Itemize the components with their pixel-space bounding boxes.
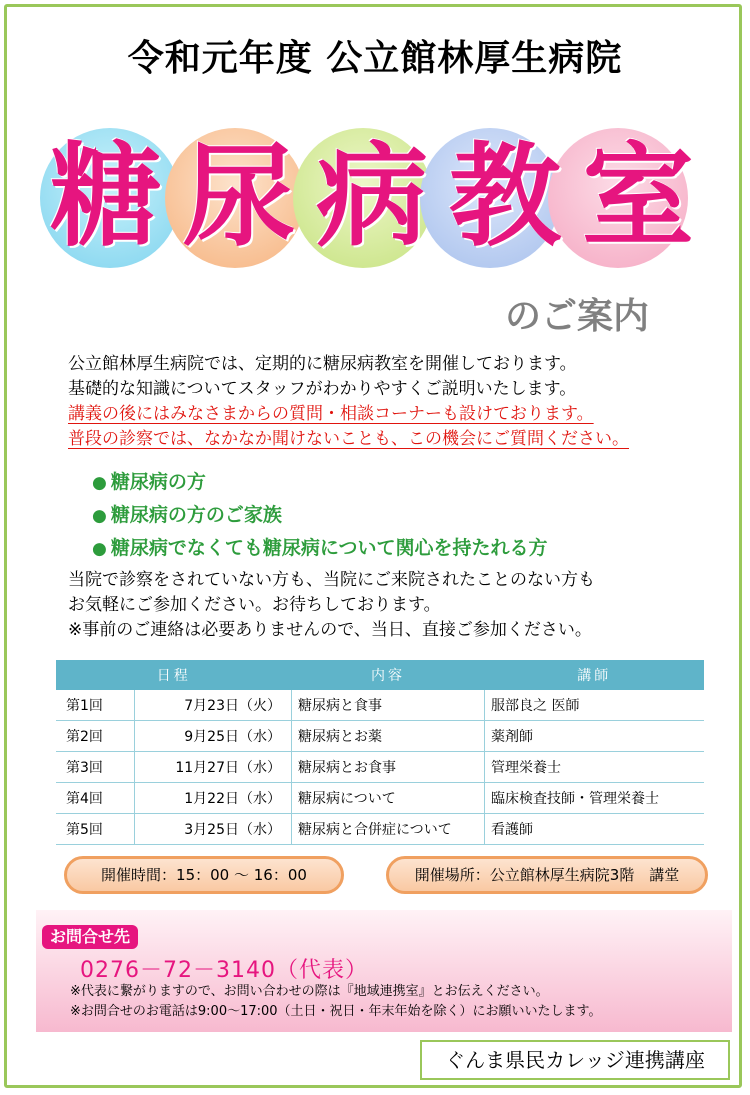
page-header: 令和元年度 公立館林厚生病院 (127, 38, 623, 79)
hero-char: 糖 (50, 132, 162, 262)
bullet-icon: ● (92, 539, 107, 559)
notice-line: 当院で診察をされていない方も、当院にご来院されたことのない方も (68, 570, 595, 590)
contact-tag: お問合せ先 (42, 925, 138, 949)
table-row: 第2回 9月25日（水） 糖尿病とお薬 薬剤師 (56, 721, 704, 752)
hero-char: 病 (316, 132, 428, 262)
bullet-icon: ● (92, 473, 107, 493)
hero-subtitle: のご案内 (505, 296, 650, 337)
footer-label: ぐんま県民カレッジ連携講座 (420, 1040, 730, 1080)
time-pill: 開催時間：15：00 ～ 16：00 (64, 856, 344, 894)
contact-note: ※お問合せのお電話は9:00～17:00（土日・祝日・年末年始を除く）にお願いいたします。 (70, 1004, 602, 1019)
target-list (92, 466, 547, 565)
hero-title (42, 130, 702, 265)
list-item: ● 糖尿病の方のご家族 (92, 504, 282, 526)
table-row: 第4回 1月22日（水） 糖尿病について 臨床検査技師・管理栄養士 (56, 783, 704, 814)
header-date: 日程 (56, 660, 292, 690)
hero-char: 尿 (183, 132, 295, 262)
table-row: 第1回 7月23日（火） 糖尿病と食事 服部良之 医師 (56, 690, 704, 721)
hero-char: 教 (449, 132, 561, 262)
notice-line: お気軽にご参加ください。お待ちしております。 (68, 595, 441, 615)
table-row: 第3回 11月27日（水） 糖尿病とお食事 管理栄養士 (56, 752, 704, 783)
schedule-table (56, 660, 704, 845)
notice-line: ※事前のご連絡は必要ありませんので、当日、直接ご参加ください。 (68, 620, 592, 640)
header-topic: 内容 (292, 660, 485, 690)
intro-line: 公立館林厚生病院では、定期的に糖尿病教室を開催しております。 (68, 354, 577, 374)
notice-paragraph (68, 568, 595, 643)
table-header-row (56, 660, 704, 690)
intro-line: 基礎的な知識についてスタッフがわかりやすくご説明いたします。 (68, 379, 577, 399)
contact-note: ※代表に繋がりますので、お問い合わせの際は『地域連携室』とお伝えください。 (70, 984, 549, 999)
table-row: 第5回 3月25日（水） 糖尿病と合併症について 看護師 (56, 814, 704, 845)
intro-red-line: 普段の診察では、なかなか聞けないことも、この機会にご質問ください。 (68, 429, 629, 449)
list-item: ● 糖尿病の方 (92, 471, 206, 493)
contact-phone: 0276－72－3140（代表） (80, 958, 368, 983)
intro-red-line: 講義の後にはみなさまからの質問・相談コーナーも設けております。 (68, 404, 594, 424)
place-pill: 開催場所：公立館林厚生病院3階 講堂 (386, 856, 708, 894)
intro-paragraph (68, 352, 629, 452)
bullet-icon: ● (92, 506, 107, 526)
hero-char: 室 (582, 132, 694, 262)
header-lecturer: 講師 (485, 660, 705, 690)
list-item: ● 糖尿病でなくても糖尿病について関心を持たれる方 (92, 537, 548, 559)
